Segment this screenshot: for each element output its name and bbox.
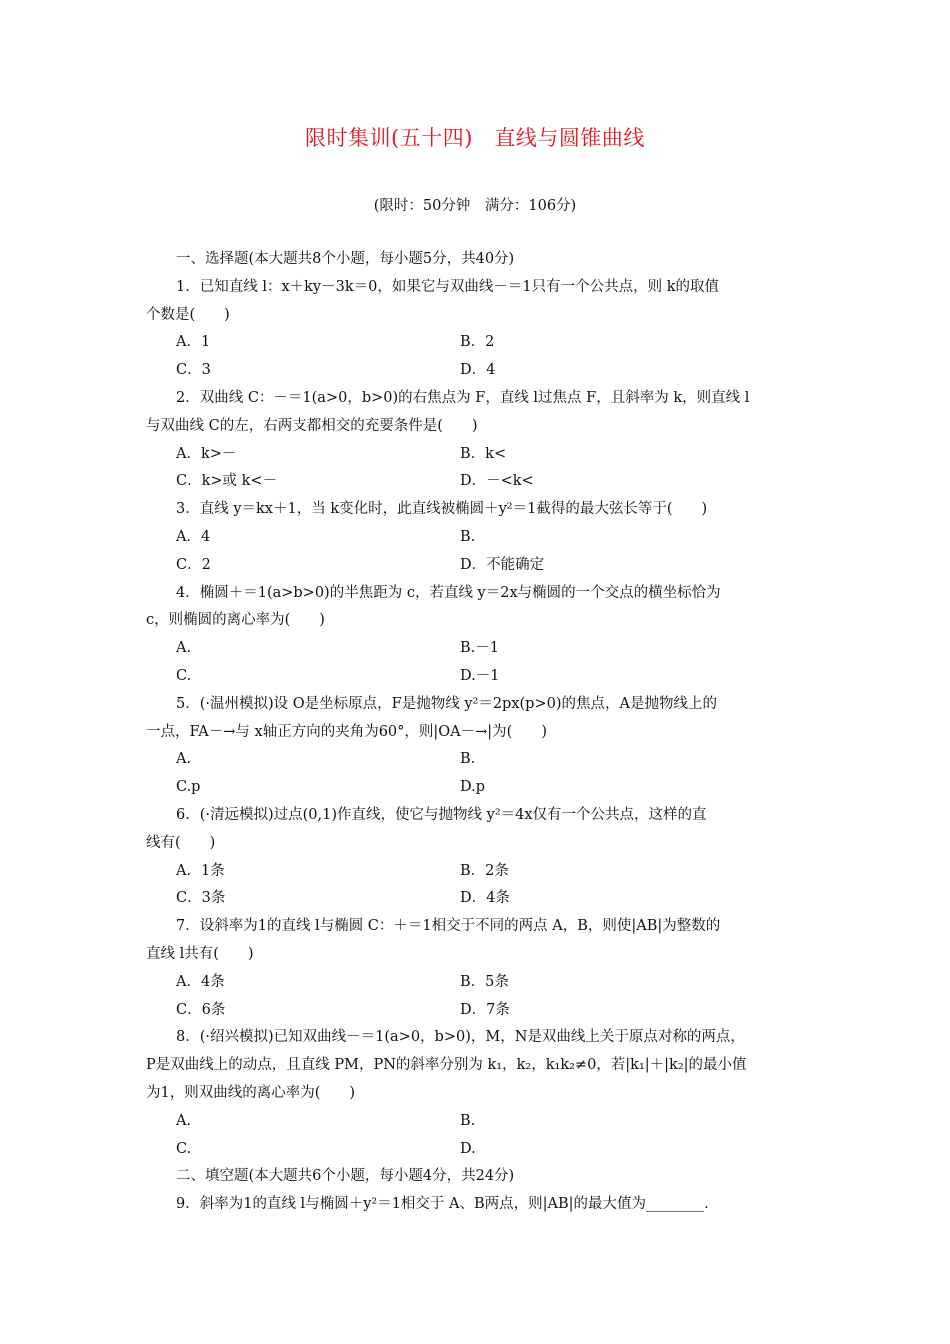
question-6 <box>146 802 810 913</box>
question-text: 5．(·温州模拟)设 O是坐标原点，F是抛物线 y²＝2px(p>0)的焦点，A是抛物线上的 <box>176 695 717 712</box>
option-c: C. <box>176 667 192 684</box>
question-text: 为1，则双曲线的离心率为( ) <box>146 1084 356 1101</box>
option-c: C．3 <box>176 362 211 379</box>
exercise-content <box>146 246 810 1219</box>
section-heading: 二、填空题(本大题共6个小题，每小题4分，共24分) <box>176 1168 515 1185</box>
question-text: c，则椭圆的离心率为( ) <box>146 612 325 629</box>
option-d: D．4条 <box>460 890 510 907</box>
question-text: 直线 l共有( ) <box>146 945 254 962</box>
option-a: A．4 <box>176 528 211 545</box>
page-title: 限时集训(五十四) 直线与圆锥曲线 <box>305 126 645 150</box>
question-text: 6．(·清远模拟)过点(0,1)作直线，使它与抛物线 y²＝4x仅有一个公共点，这样的直 <box>176 806 707 823</box>
question-text: P是双曲线上的动点，且直线 PM，PN的斜率分别为 k₁，k₂，k₁k₂≠0，若|k₁|＋|k₂|的最小值 <box>146 1057 747 1074</box>
option-d: D．不能确定 <box>460 556 545 573</box>
option-a: A．k>－ <box>176 445 237 462</box>
option-c: C．3条 <box>176 890 226 907</box>
question-text: 7．设斜率为1的直线 l与椭圆 C：＋＝1相交于不同的两点 A，B，则使|AB|为整数的 <box>176 918 721 935</box>
option-c: C．k>或 k<－ <box>176 473 278 490</box>
option-d: D.－1 <box>460 667 500 684</box>
time-limit-note: (限时：50分钟 满分：106分) <box>373 198 577 214</box>
question-text: 1．已知直线 l：x＋ky－3k＝0，如果它与双曲线－＝1只有一个公共点，则 k的取值 <box>176 278 719 295</box>
option-c: C.p <box>176 779 201 796</box>
question-text: 9．斜率为1的直线 l与椭圆＋y²＝1相交于 A、B两点，则|AB|的最大值为________. <box>176 1196 709 1213</box>
option-c: C. <box>176 1140 192 1157</box>
option-b: B.－1 <box>460 640 499 657</box>
option-a: A. <box>176 1112 192 1129</box>
question-text: 8．(·绍兴模拟)已知双曲线－＝1(a>0，b>0)，M，N是双曲线上关于原点对称的两点， <box>176 1029 745 1046</box>
question-text: 与双曲线 C的左，右两支都相交的充要条件是( ) <box>146 417 478 434</box>
question-3 <box>146 496 810 579</box>
section-heading: 一、选择题(本大题共8个小题，每小题5分，共40分) <box>176 251 515 267</box>
option-b: B. <box>460 528 476 545</box>
option-a: A．1 <box>176 334 211 351</box>
option-b: B. <box>460 1112 476 1129</box>
option-d: D. <box>460 1140 476 1157</box>
question-8 <box>146 1024 810 1163</box>
option-d: D．－<k< <box>460 473 534 490</box>
question-text: 2．双曲线 C：－＝1(a>0，b>0)的右焦点为 F，直线 l过焦点 F，且斜率为 k，则直线 l <box>176 389 750 406</box>
question-4 <box>146 580 810 691</box>
option-b: B．2 <box>460 334 495 351</box>
option-b: B．5条 <box>460 973 509 990</box>
option-c: C．2 <box>176 556 211 573</box>
question-7 <box>146 913 810 1024</box>
option-c: C．6条 <box>176 1001 226 1018</box>
option-a: A．4条 <box>176 973 225 990</box>
question-2 <box>146 385 810 496</box>
option-a: A．1条 <box>176 862 225 879</box>
option-b: B．k< <box>460 445 507 462</box>
question-text: 一点，FA－→与 x轴正方向的夹角为60°，则|OA－→|为( ) <box>146 723 547 740</box>
question-text: 个数是( ) <box>146 306 230 323</box>
question-text: 线有( ) <box>146 834 216 851</box>
option-a: A. <box>176 751 192 768</box>
option-b: B. <box>460 751 476 768</box>
option-d: D．7条 <box>460 1001 510 1018</box>
option-a: A. <box>176 640 192 657</box>
question-9 <box>146 1191 810 1219</box>
question-text: 4．椭圆＋＝1(a>b>0)的半焦距为 c，若直线 y＝2x与椭圆的一个交点的横坐标恰为 <box>176 584 721 601</box>
question-1 <box>146 274 810 385</box>
option-b: B．2条 <box>460 862 509 879</box>
option-d: D.p <box>460 779 485 796</box>
question-text: 3．直线 y＝kx＋1，当 k变化时，此直线被椭圆＋y²＝1截得的最大弦长等于( ) <box>176 501 708 518</box>
question-5 <box>146 691 810 802</box>
option-d: D．4 <box>460 362 496 379</box>
